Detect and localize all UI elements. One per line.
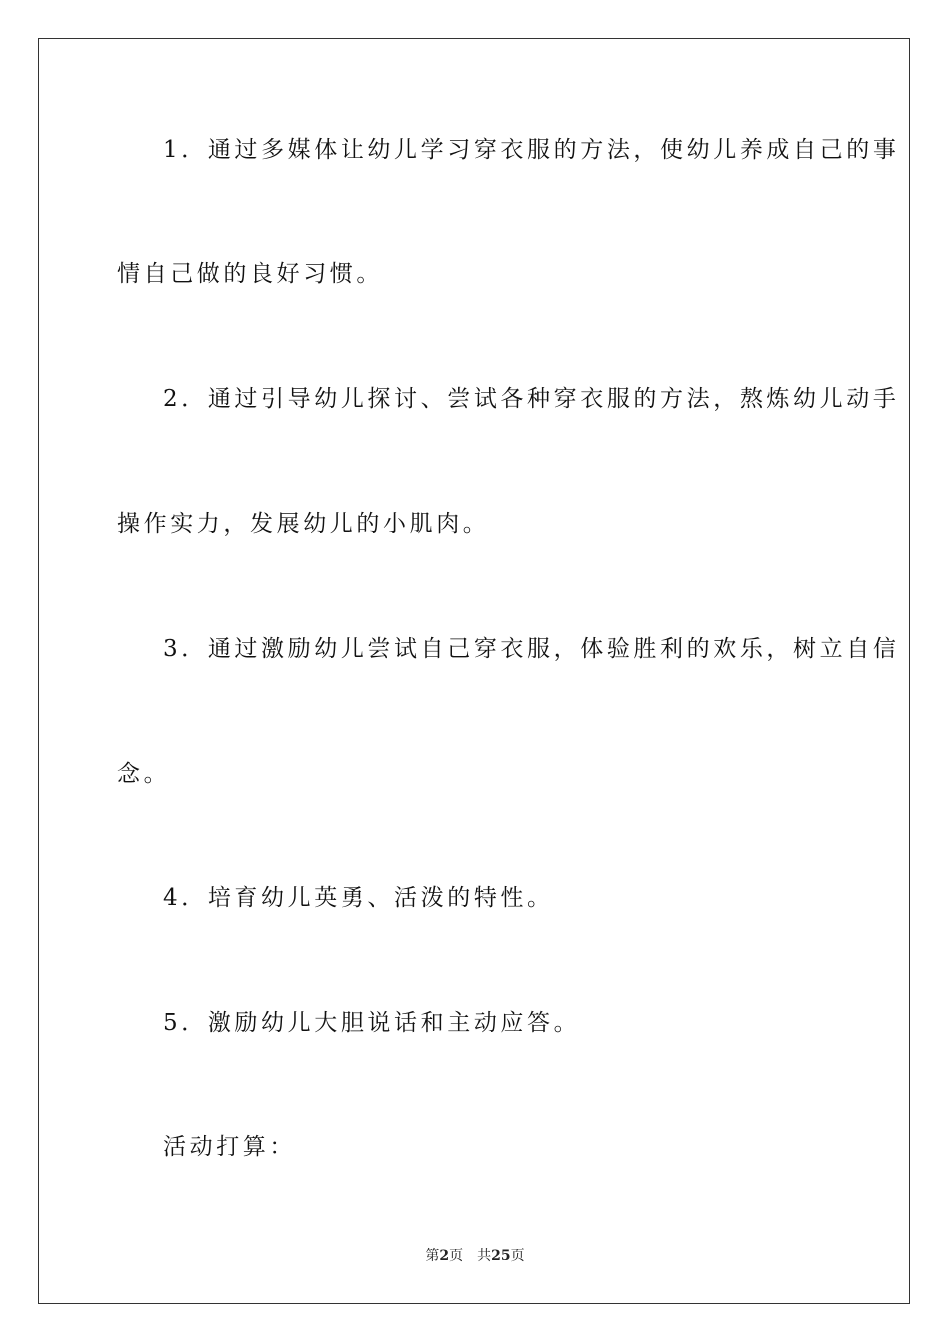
paragraph-4-line-1: 4．培育幼儿英勇、活泼的特性。 bbox=[163, 885, 554, 911]
footer-total-prefix: 共 bbox=[477, 1248, 492, 1264]
section-heading: 活动打算： bbox=[163, 1134, 296, 1160]
footer-page-number: 2 bbox=[439, 1248, 450, 1264]
page-footer bbox=[0, 1247, 950, 1265]
paragraph-1-line-1: 1．通过多媒体让幼儿学习穿衣服的方法，使幼儿养成自己的事 bbox=[163, 137, 900, 163]
footer-total-pages: 25 bbox=[491, 1248, 511, 1264]
paragraph-1-line-2: 情自己做的良好习惯。 bbox=[117, 261, 383, 287]
paragraph-3-line-2: 念。 bbox=[117, 761, 171, 787]
page-border bbox=[38, 38, 910, 1304]
paragraph-2-line-1: 2．通过引导幼儿探讨、尝试各种穿衣服的方法，熬炼幼儿动手 bbox=[163, 386, 900, 412]
footer-page-suffix: 页 bbox=[449, 1248, 464, 1264]
paragraph-3-line-1: 3．通过激励幼儿尝试自己穿衣服，体验胜利的欢乐，树立自信 bbox=[163, 636, 900, 662]
paragraph-2-line-2: 操作实力，发展幼儿的小肌肉。 bbox=[117, 511, 490, 537]
paragraph-5-line-1: 5．激励幼儿大胆说话和主动应答。 bbox=[163, 1010, 581, 1036]
footer-page-prefix: 第 bbox=[425, 1248, 440, 1264]
footer-total-suffix: 页 bbox=[510, 1248, 525, 1264]
